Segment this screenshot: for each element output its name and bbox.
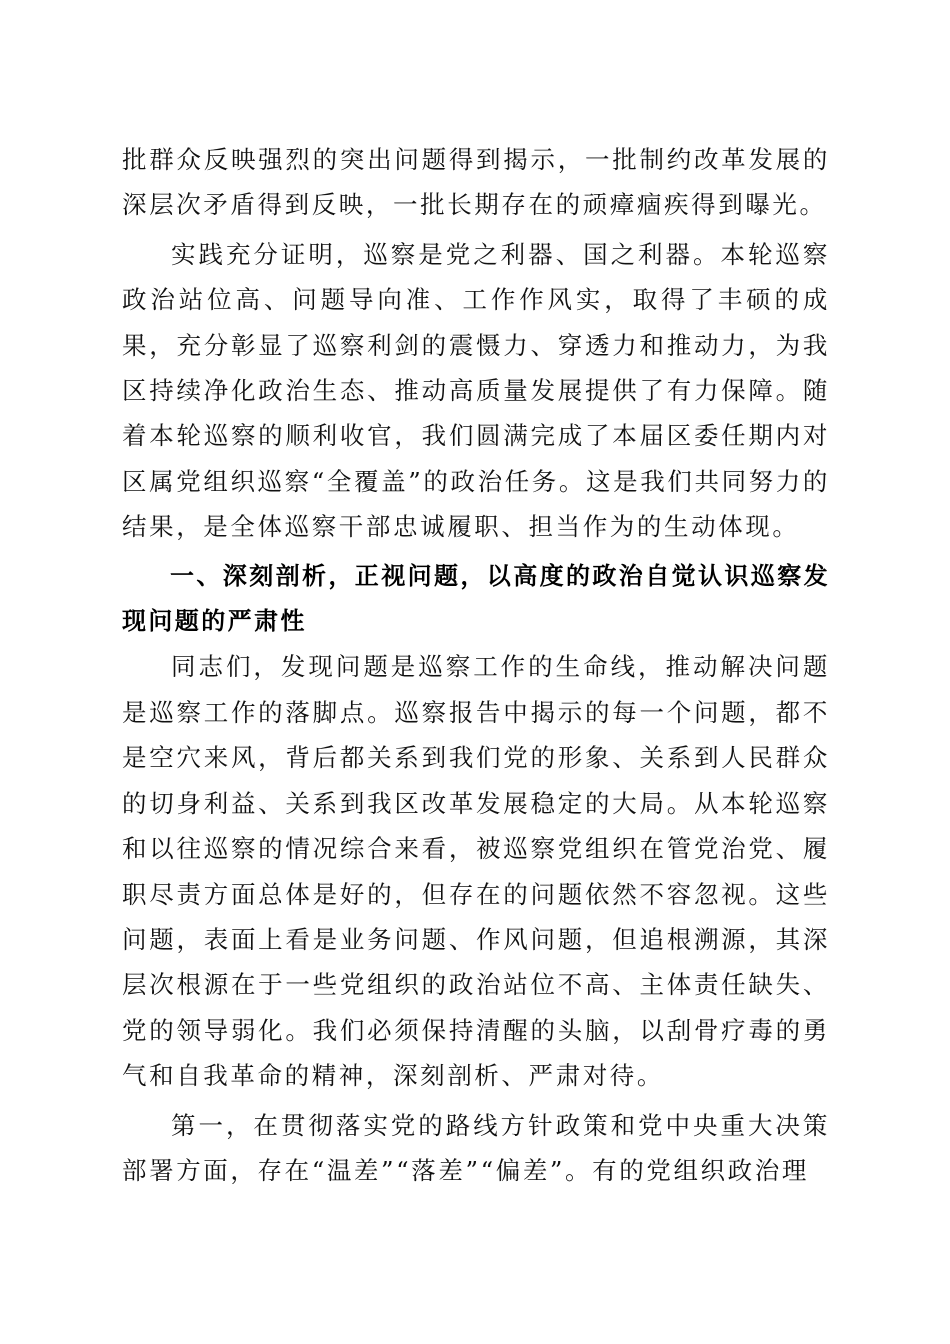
paragraph-first-point: 第一，在贯彻落实党的路线方针政策和党中央重大决策部署方面，存在“温差”“落差”“偏差”。有的党组织政治理: [122, 1110, 830, 1185]
paragraph-comrades: 同志们，发现问题是巡察工作的生命线，推动解决问题是巡察工作的落脚点。巡察报告中揭示的每一个问题，都不是空穴来风，背后都关系到我们党的形象、关系到人民群众的切身利益、关系到我区改革发展稳定的大局。从本轮巡察和以往巡察的情况综合来看，被巡察党组织在管党治党、履职尽责方面总体是好的，但存在的问题依然不容忽视。这些问题，表面上看是业务问题、作风问题，但追根溯源，其深层次根源在于一些党组织的政治站位不高、主体责任缺失、党的领导弱化。我们必须保持清醒的头脑，以刮骨疗毒的勇气和自我革命的精神，深刻剖析、严肃对待。: [122, 652, 830, 1091]
document-body: [122, 137, 830, 1193]
section-heading-one: 一、深刻剖析，正视问题，以高度的政治自觉认识巡察发现问题的严肃性: [122, 561, 830, 636]
paragraph-continuation: 批群众反映强烈的突出问题得到揭示，一批制约改革发展的深层次矛盾得到反映，一批长期存在的顽瘴痼疾得到曝光。: [122, 145, 830, 220]
paragraph-practice-proof: 实践充分证明，巡察是党之利器、国之利器。本轮巡察政治站位高、问题导向准、工作作风实，取得了丰硕的成果，充分彰显了巡察利剑的震慑力、穿透力和推动力，为我区持续净化政治生态、推动高质量发展提供了有力保障。随着本轮巡察的顺利收官，我们圆满完成了本届区委任期内对区属党组织巡察“全覆盖”的政治任务。这是我们共同努力的结果，是全体巡察干部忠诚履职、担当作为的生动体现。: [122, 239, 830, 542]
